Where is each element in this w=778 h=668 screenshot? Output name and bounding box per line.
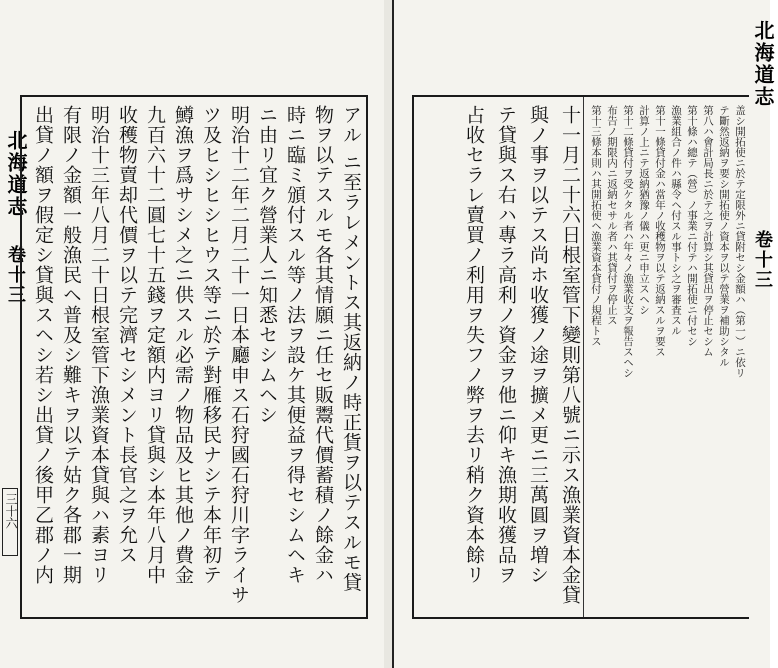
- right-note-1: 盖シ開拓使ニ於テ定限外ニ貸附セシ金額ハ（第一）ニ依リ: [734, 105, 746, 378]
- left-col-11: 有限ノ金額一般漁民ヘ普及シ難キヲ以テ姑ク各郡一期: [60, 105, 82, 585]
- right-note-6: 第十一條貸付金ハ當年ノ收穫物ヲ以テ返納スルヲ要ス: [654, 105, 666, 357]
- right-note-3: 第八ハ會計局長ニ於テ之ヲ計算シ其貸出ヲ停止セシム: [702, 105, 714, 357]
- notes-divider: [583, 97, 584, 617]
- left-folio-box: [2, 488, 18, 556]
- right-col-3: テ貸與ス右ハ專ラ高利ノ資金ヲ他ニ仰キ漁期收獲品ヲ: [495, 105, 517, 585]
- left-col-10: 明治十三年八月二十日根室管下漁業資本貸與ハ素ヨリ: [88, 105, 110, 585]
- left-col-7: 鱒漁ヲ爲サシメ之ニ供スル必需ノ物品及ヒ其他ノ費金: [172, 105, 194, 585]
- left-col-5: 明治十二年二月二十一日本廳申ス石狩國石狩川字ライサ: [228, 105, 250, 605]
- right-note-8: 第十二條貸付ヲ受ケタル者ハ年々ノ漁業收支ヲ報告スヘシ: [622, 105, 634, 378]
- left-col-1: アル ニ至ラレメントス其返納ノ時正貨ヲ以テスルモ貸: [340, 105, 362, 593]
- right-page: [392, 0, 775, 668]
- right-margin-title: 北海道志: [751, 20, 775, 108]
- left-col-4: ニ由リ宜ク營業人ニ知悉セシムヘシ: [256, 105, 278, 425]
- right-note-4: 第十條ハ總テ（營）ノ事業ニ付テハ開拓使ニ付セシ: [686, 105, 698, 347]
- right-note-5: 漁業組合ノ件ハ縣令ヘ付スル事トシ之ヲ審査スル: [670, 105, 682, 336]
- left-col-3: 時ニ臨ミ頒付スル等ノ法ヲ設ケ其便益ヲ得セシムヘキ: [284, 105, 306, 585]
- right-margin-volume: 卷十三: [752, 230, 773, 290]
- right-note-7: 計算ノ上ニテ返納猶豫ノ儀ハ更ニ申立スヘシ: [638, 105, 650, 315]
- right-col-2: 與ノ事ヲ以テス尚ホ收獲ノ途ヲ擴メ更ニ三萬圓ヲ増シ: [527, 105, 549, 585]
- right-note-10: 第十三條本則ハ其開拓使ヘ漁業資本貸付ノ規程トス: [590, 105, 602, 347]
- left-margin-volume: 卷十三: [5, 245, 26, 305]
- left-col-12: 出貸ノ額ヲ假定シ貸與スヘシ若シ出貸ノ後甲乙郡ノ内: [32, 105, 54, 585]
- left-text-frame: [20, 95, 368, 619]
- left-folio: 三十六: [4, 493, 18, 529]
- left-col-8: 九百六十二圓七十五錢ヲ定額内ヨリ貸與シ本年八月中: [144, 105, 166, 585]
- left-page: [0, 0, 386, 668]
- left-col-2: 物ヲ以テスルモ各其情願ニ任セ販鬻代價蓄積ノ餘金ハ: [312, 105, 334, 585]
- right-col-4: 占收セラレ賣買ノ利用ヲ失フノ弊ヲ去リ稍ク資本餘リ: [463, 105, 485, 585]
- book-gutter: [384, 0, 392, 668]
- right-note-2: テ斷然返納ヲ要シ開拓使ノ資本ヲ以テ營業ヲ補助シタル: [718, 105, 730, 368]
- right-col-1: 十一月二十六日根室管下變則第八號ニ示ス漁業資本金貸: [559, 105, 581, 605]
- left-col-6: ツ及ヒシヒシヒウス等ニ於テ對雁移民ナシテ本年初テ: [200, 105, 222, 585]
- left-col-9: 收穫物賣却代價ヲ以テ完濟セシメント長官之ヲ允ス: [116, 105, 138, 565]
- right-note-9: 布告ノ期限内ニ返納セサル者ハ其貸付ヲ停止ス: [606, 105, 618, 326]
- left-margin-title: 北海道志: [4, 130, 28, 218]
- right-text-frame: [412, 95, 749, 619]
